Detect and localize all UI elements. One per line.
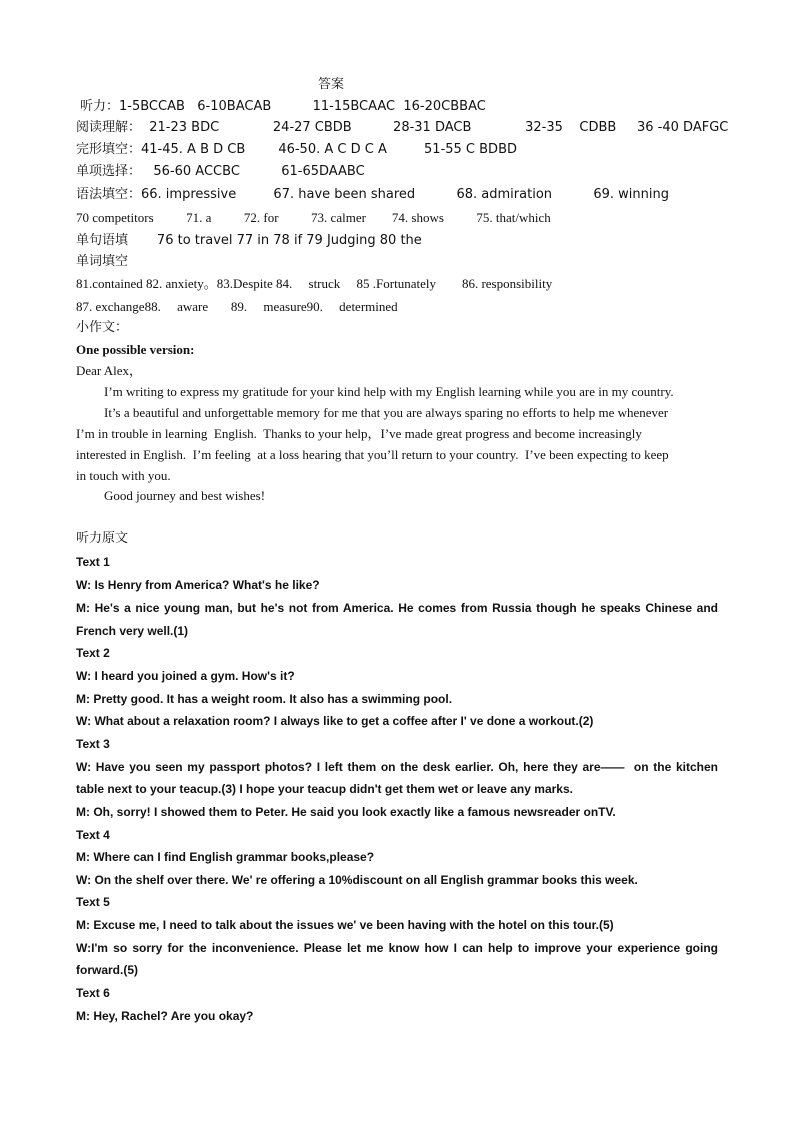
letter-paragraph-2-line-2: I’m in trouble in learning English. Thanks to your help，I’ve made great progress and become increasingly: [76, 426, 642, 441]
page-title: 答案: [318, 77, 345, 92]
transcript-line: W: Have you seen my passport photos? I left them on the desk earlier. Oh, here they are—— on the kitchen: [76, 760, 718, 774]
transcript-line: table next to your teacup.(3) I hope your teacup didn't get them wet or leave any marks.: [76, 782, 573, 796]
answer-grammar-fill-2: 70 competitors 71. a 72. for 73. calmer 74. shows 75. that/which: [76, 210, 551, 225]
transcript-line: forward.(5): [76, 963, 139, 977]
transcript-line: Text 1: [76, 555, 110, 569]
transcript-heading: 听力原文: [76, 531, 129, 546]
version-label: One possible version:: [76, 342, 195, 357]
transcript-line: Text 6: [76, 986, 110, 1000]
letter-salutation: Dear Alex，: [76, 363, 143, 378]
word-fill-heading: 单词填空: [76, 254, 129, 269]
transcript-line: Text 4: [76, 828, 110, 842]
transcript-line: Text 3: [76, 737, 110, 751]
letter-paragraph-1: I’m writing to express my gratitude for your kind help with my English learning while you are in my country.: [104, 384, 674, 399]
letter-paragraph-2-line-4: in touch with you.: [76, 468, 171, 483]
letter-closing: Good journey and best wishes!: [104, 488, 266, 503]
writing-heading: 小作文：: [76, 320, 129, 335]
transcript-line: W:I'm so sorry for the inconvenience. Please let me know how I can help to improve your experience going: [76, 941, 718, 955]
transcript-line: Text 5: [76, 895, 110, 909]
answer-reading: 阅读理解： 21-23 BDC 24-27 CBDB 28-31 DACB 32-35 CDBB 36 -40 DAFGC: [76, 120, 729, 135]
transcript-line: M: Hey, Rachel? Are you okay?: [76, 1009, 254, 1023]
transcript-line: W: I heard you joined a gym. How's it?: [76, 669, 295, 683]
transcript-line: French very well.(1): [76, 624, 189, 638]
transcript-line: W: Is Henry from America? What's he like?: [76, 578, 320, 592]
transcript-line: M: Pretty good. It has a weight room. It also has a swimming pool.: [76, 692, 453, 706]
transcript-line: W: On the shelf over there. We' re offering a 10%discount on all English grammar books this week.: [76, 873, 638, 887]
letter-paragraph-2-line-1: It’s a beautiful and unforgettable memory for me that you are always sparing no efforts to help me whenever: [104, 405, 669, 420]
transcript-line: M: Oh, sorry! I showed them to Peter. He said you look exactly like a famous newsreader onTV.: [76, 805, 616, 819]
answer-grammar-fill-1: 语法填空：66. impressive 67. have been shared 68. admiration 69. winning: [76, 187, 669, 202]
answer-single-choice: 单项选择： 56-60 ACCBC 61-65DAABC: [76, 164, 365, 179]
letter-paragraph-2-line-3: interested in English. I’m feeling at a loss hearing that you’ll return to your country. I’ve been expecting to keep: [76, 447, 669, 462]
answer-cloze: 完形填空：41-45. A B D CB 46-50. A C D C A 51-55 C BDBD: [76, 142, 517, 157]
answer-sentence-fill: 单句语填 76 to travel 77 in 78 if 79 Judging 80 the: [76, 233, 422, 248]
answer-word-fill-2: 87. exchange88. aware 89. measure90. determined: [76, 299, 398, 314]
transcript-line: M: Where can I find English grammar books,please?: [76, 850, 375, 864]
transcript-line: W: What about a relaxation room? I always like to get a coffee after I' ve done a workout.(2): [76, 714, 594, 728]
transcript-line: Text 2: [76, 646, 110, 660]
answer-word-fill-1: 81.contained 82. anxiety。83.Despite 84. struck 85 .Fortunately 86. responsibility: [76, 276, 553, 291]
transcript-line: M: Excuse me, I need to talk about the issues we' ve been having with the hotel on this tour.(5): [76, 918, 614, 932]
answer-listening: 听力：1-5BCCAB 6-10BACAB 11-15BCAAC 16-20CBBAC: [80, 99, 486, 114]
transcript-line: M: He's a nice young man, but he's not from America. He comes from Russia though he speaks Chinese and: [76, 601, 718, 615]
